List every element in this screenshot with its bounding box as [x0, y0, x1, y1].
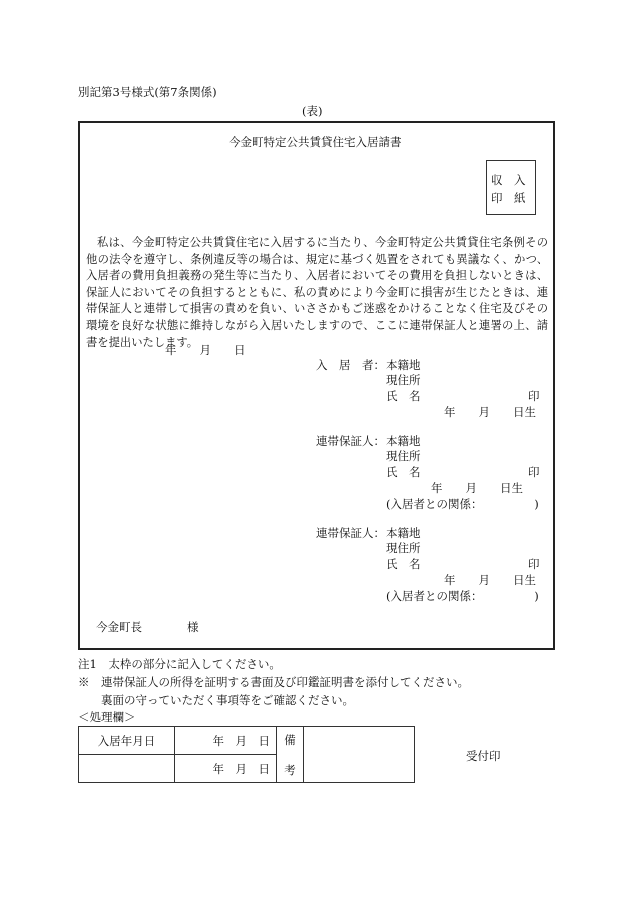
- form-reference: 別記第3号様式(第7条関係): [78, 85, 217, 99]
- stamp-line-1: 収 入: [491, 173, 526, 187]
- name-label: 氏 名: [386, 389, 421, 403]
- date-line: 年 月 日: [165, 343, 246, 357]
- processing-heading: ＜処理欄＞: [78, 710, 136, 724]
- seal-mark: 印: [528, 389, 540, 403]
- receipt-stamp-label: 受付印: [466, 749, 501, 763]
- stamp-line-2: 印 紙: [491, 191, 526, 205]
- seal-mark: 印: [528, 557, 540, 571]
- address-label: 現住所: [386, 373, 421, 387]
- name-label: 氏 名: [386, 557, 421, 571]
- relation-line: (入居者との関係： ): [386, 497, 539, 511]
- processing-table: [78, 726, 415, 783]
- form-frame: [78, 121, 555, 650]
- relation-line: (入居者との関係： ): [386, 589, 539, 603]
- pledge-body: [86, 235, 548, 351]
- remarks-label: [277, 727, 304, 783]
- note-1: 注1 太枠の部分に記入してください。: [78, 657, 281, 671]
- note-2: ※ 連帯保証人の所得を証明する書面及び印鑑証明書を添付してください。: [78, 675, 469, 689]
- addressee: 今金町長: [96, 620, 142, 634]
- address-label: 現住所: [386, 449, 421, 463]
- move-in-date-cell: 年 月 日: [175, 727, 277, 755]
- second-date-cell: 年 月 日: [175, 755, 277, 783]
- move-in-date-label: 入居年月日: [79, 727, 175, 755]
- remarks-char-2: 考: [284, 762, 296, 777]
- honseki-label: 本籍地: [386, 526, 421, 540]
- honseki-label: 本籍地: [386, 358, 421, 372]
- name-label: 氏 名: [386, 465, 421, 479]
- birth-date: 年 月 日生: [444, 405, 536, 419]
- role-label: 入 居 者：: [316, 358, 385, 372]
- remarks-char-1: 備: [284, 732, 296, 747]
- form-title: 今金町特定公共賃貸住宅入居請書: [229, 135, 402, 149]
- role-label: 連帯保証人：: [316, 526, 385, 540]
- seal-mark: 印: [528, 465, 540, 479]
- address-label: 現住所: [386, 541, 421, 555]
- blank-cell: [79, 755, 175, 783]
- birth-date: 年 月 日生: [444, 573, 536, 587]
- addressee-honorific: 様: [187, 620, 199, 634]
- remarks-cell: [304, 727, 415, 783]
- role-label: 連帯保証人：: [316, 434, 385, 448]
- side-label: (表): [302, 104, 323, 118]
- birth-date: 年 月 日生: [431, 481, 523, 495]
- note-3: 裏面の守っていただく事項等をご確認ください。: [101, 693, 354, 707]
- pledge-paragraph: 私は、今金町特定公共賃貸住宅に入居するに当たり、今金町特定公共賃貸住宅条例その他の法令を遵守し、条例違反等の場合は、規定に基づく処置をされても異議なく、かつ、入居者の費用負担義務の発生等に当たり、入居者においてその費用を負担しないときは、保証人においてその負担するとともに、私の責めにより今金町に損害が生じたときは、連帯保証人と連帯して損害の責めを負い、いささかもご迷惑をかけることなく住宅及びその環境を良好な状態に維持しながら入居いたしますので、ここに連帯保証人と連署の上、請書を提出いたします。: [86, 236, 548, 349]
- honseki-label: 本籍地: [386, 434, 421, 448]
